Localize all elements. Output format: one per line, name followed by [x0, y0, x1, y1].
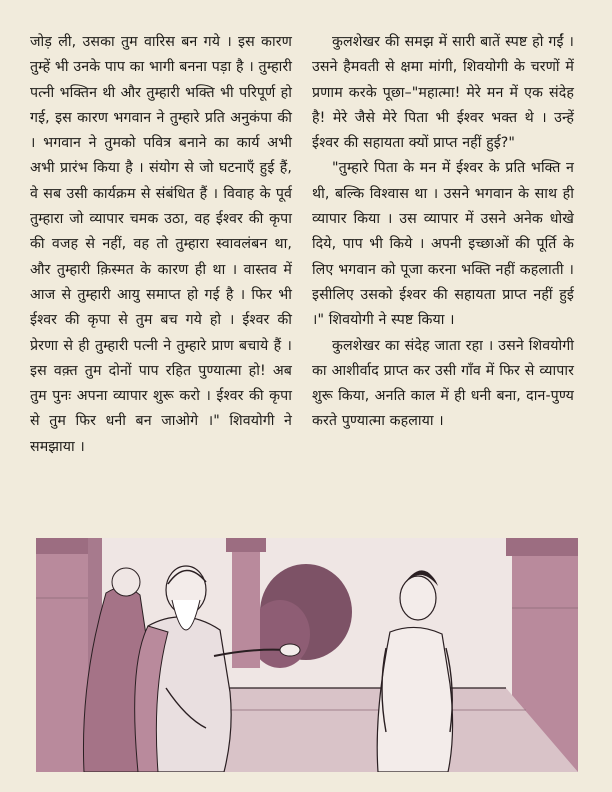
young-man-body [377, 627, 452, 772]
story-illustration [36, 538, 578, 772]
right-paragraph-3: कुलशेखर का संदेह जाता रहा । उसने शिवयोगी का आशीर्वाद प्राप्त कर उसी गाँव में फिर से व्यापार शुरू किया, अनति काल में ही धनी बना, दान-पुण्य करते पुण्यात्मा कहलाया । [312, 337, 574, 430]
left-paragraph-1: जोड़ ली, उसका तुम वारिस बन गये । इस कारण तुम्हें भी उनके पाप का भागी बनना पड़ा है । तुम्हारी पत्नी भक्तिन थी और तुम्हारी भक्ति भी परिपूर्ण हो गई, इस कारण भगवान ने तुम्हारे प्रति अनुकंपा की । भगवान ने तुमको पवित्र बनाने का कार्य अभी अभी प्रारंभ किया है । संयोग से जो घटनाएँ हुई हैं, वे सब उसी कार्यक्रम से संबंधित हैं । विवाह के पूर्व तुम्हारा जो व्यापार चमक उठा, वह ईश्वर की कृपा की वजह से नहीं, वह तो तुम्हारा स्वावलंबन था, और तुम्हारी क़िस्मत के कारण ही था । वास्तव में आज से तुम्हारी आयु समाप्त हो गई है । फिर भी ईश्वर की कृपा से तुम बच गये हो । ईश्वर की प्रेरणा से ही तुम्हारी पत्नी ने तुम्हारे प्राण बचाये हैं । इस वक़्त तुम दोनों पाप रहित पुण्यात्मा हो! अब तुम पुनः अपना व्यापार शुरू करो । ईश्वर की कृपा से तुम फिर धनी बन जाओगे ।" शिवयोगी ने समझाया । [30, 34, 292, 455]
left-pillar [36, 538, 88, 772]
right-column [312, 30, 574, 435]
right-paragraph-1: कुलशेखर की समझ में सारी बातें स्पष्ट हो गईं । उसने हैमवती से क्षमा मांगी, शिवयोगी के चरणों में प्रणाम करके पूछा–"महात्मा! मेरे मन में एक संदेह है! मेरे जैसे मेरे पिता भी ईश्वर भक्त थे । उन्हें ईश्वर की सहायता क्यों प्राप्त नहीं हुई?" [312, 34, 574, 152]
middle-pillar-capital [226, 538, 266, 552]
text-columns [30, 30, 582, 530]
right-pillar-capital [506, 538, 578, 556]
left-column [30, 30, 292, 460]
right-paragraph-2: "तुम्हारे पिता के मन में ईश्वर के प्रति भक्ति न थी, बल्कि विश्वास था । उसने भगवान के साथ ही व्यापार किया । उस व्यापार में उसने अनेक धोखे दिये, पाप भी किये । अपनी इच्छाओं की पूर्ति के लिए भगवान को पूजा करना भक्ति नहीं कहलाती । इसीलिए उसको ईश्वर की सहायता प्राप्त नहीं हुई ।" शिवयोगी ने स्पष्ट किया । [312, 160, 574, 329]
middle-pillar [232, 538, 260, 668]
illustration-svg [36, 538, 578, 772]
sage-hand [280, 644, 300, 656]
woman-head [112, 568, 140, 596]
